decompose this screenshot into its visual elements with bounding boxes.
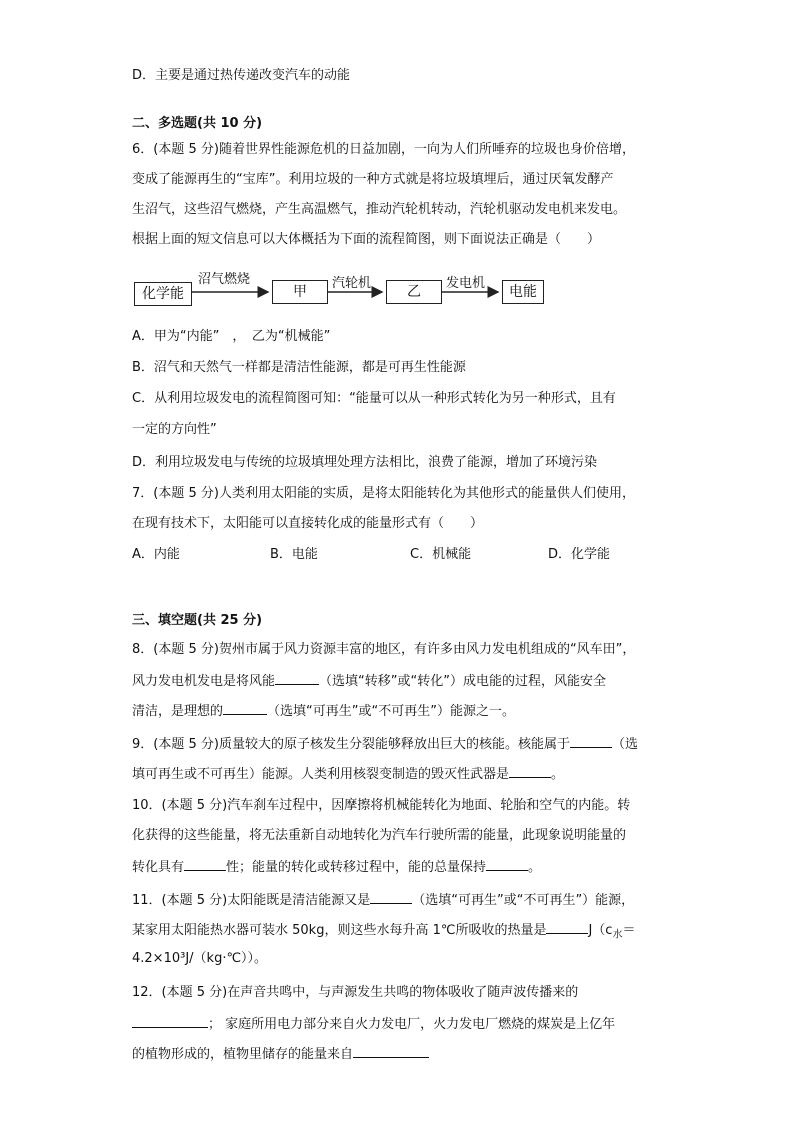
- q12-text-line: ； 家庭所用电力部分来自火力发电厂，火力发电厂燃烧的煤炭是上亿年: [132, 1013, 615, 1035]
- q7-option-b: B．电能: [270, 547, 318, 562]
- flow-box-chemical-energy: 化学能: [134, 282, 192, 306]
- flow-box-electric-energy: 电能: [502, 280, 544, 304]
- answer-blank[interactable]: [132, 1013, 208, 1028]
- flow-label-biogas-burning: 沼气燃烧: [198, 272, 251, 287]
- q10-text-line: 转化具有 性；能量的转化或转移过程中，能的总量保持 。: [132, 856, 541, 878]
- q6-option-a: A．甲为“内能” ， 乙为“机械能”: [132, 329, 331, 344]
- answer-blank[interactable]: [370, 889, 412, 904]
- section-title-multiple-choice: 二、多选题(共 10 分): [132, 116, 263, 131]
- q6-text-line: 根据上面的短文信息可以大体概括为下面的流程简图，则下面说法正确是（ ）: [132, 232, 601, 247]
- answer-blank[interactable]: [570, 733, 612, 748]
- q5-option-d: D．主要是通过热传递改变汽车的动能: [132, 68, 351, 83]
- q6-option-b: B．沼气和天然气一样都是清洁性能源，都是可再生性能源: [132, 360, 466, 375]
- q11-text-line: 11．(本题 5 分)太阳能既是清洁能源又是 （选填“可再生”或“不可再生”）能源，: [132, 889, 634, 911]
- q6-text-line: 变成了能源再生的“宝库”。利用垃圾的一种方式就是将垃圾填埋后，通过厌氧发酵产: [132, 172, 614, 187]
- q6-option-d: D．利用垃圾发电与传统的垃圾填埋处理方法相比，浪费了能源，增加了环境污染: [132, 455, 598, 470]
- q9-text-line: 9．(本题 5 分)质量较大的原子核发生分裂能够释放出巨大的核能。核能属于 （选: [132, 733, 638, 755]
- answer-blank[interactable]: [509, 763, 551, 778]
- q7-text-line: 7．(本题 5 分)人类利用太阳能的实质，是将太阳能转化为其他形式的能量供人们使用，: [132, 486, 635, 501]
- answer-blank[interactable]: [486, 856, 528, 871]
- energy-flow-diagram: [132, 266, 552, 312]
- q8-text-line: 8．(本题 5 分)贺州市属于风力资源丰富的地区，有许多由风力发电机组成的“风车田”，: [132, 642, 636, 657]
- flow-box-yi: 乙: [386, 280, 442, 304]
- q12-text-line: 12．(本题 5 分)在声音共鸣中，与声源发生共鸣的物体吸收了随声波传播来的: [132, 985, 579, 1000]
- q6-option-c: C．从利用垃圾发电的流程简图可知：“能量可以从一种形式转化为另一种形式，且有: [132, 391, 616, 406]
- q10-text-line: 化获得的这些能量，将无法重新自动地转化为汽车行驶所需的能量，此现象说明能量的: [132, 828, 627, 843]
- q9-text-line: 填可再生或不可再生）能源。人类利用核裂变制造的毁灭性武器是 。: [132, 763, 564, 785]
- flow-label-generator: 发电机: [446, 276, 486, 291]
- q7-option-d: D．化学能: [548, 547, 611, 562]
- answer-blank[interactable]: [184, 856, 226, 871]
- q6-text-line: 6．(本题 5 分)随着世界性能源危机的日益加剧，一向为人们所唾弃的垃圾也身价倍增，: [132, 142, 635, 157]
- answer-blank[interactable]: [353, 1043, 429, 1058]
- q6-text-line: 生沼气，这些沼气燃烧，产生高温燃气，推动汽轮机转动，汽轮机驱动发电机来发电。: [132, 202, 627, 217]
- q7-options: [132, 545, 632, 565]
- q8-text-line: 风力发电机发电是将风能 （选填“转移”或“转化”）成电能的过程，风能安全: [132, 670, 606, 692]
- flow-label-steam-turbine: 汽轮机: [332, 276, 372, 291]
- q12-text-line: 的植物形成的，植物里储存的能量来自: [132, 1043, 429, 1065]
- answer-blank[interactable]: [546, 919, 588, 934]
- q7-option-c: C．机械能: [410, 547, 472, 562]
- q7-text-line: 在现有技术下，太阳能可以直接转化成的能量形式有（ ）: [132, 516, 484, 531]
- answer-blank[interactable]: [275, 670, 319, 685]
- q11-text-line: 4.2×10³J/（kg·℃））。: [132, 951, 268, 966]
- flow-box-jia: 甲: [272, 280, 328, 304]
- answer-blank[interactable]: [223, 700, 267, 715]
- section-title-fill-blank: 三、填空题(共 25 分): [132, 613, 263, 628]
- q6-option-c-cont: 一定的方向性”: [132, 422, 217, 437]
- q11-text-line: 某家用太阳能热水器可装水 50kg，则这些水每升高 1℃所吸收的热量是 $J(c_水=$: [132, 919, 635, 946]
- q8-text-line: 清洁，是理想的 （选填“可再生”或“不可再生”）能源之一。: [132, 700, 515, 722]
- q7-option-a: A．内能: [132, 547, 180, 562]
- q10-text-line: 10．(本题 5 分)汽车刹车过程中，因摩擦将机械能转化为地面、轮胎和空气的内能。转: [132, 798, 631, 813]
